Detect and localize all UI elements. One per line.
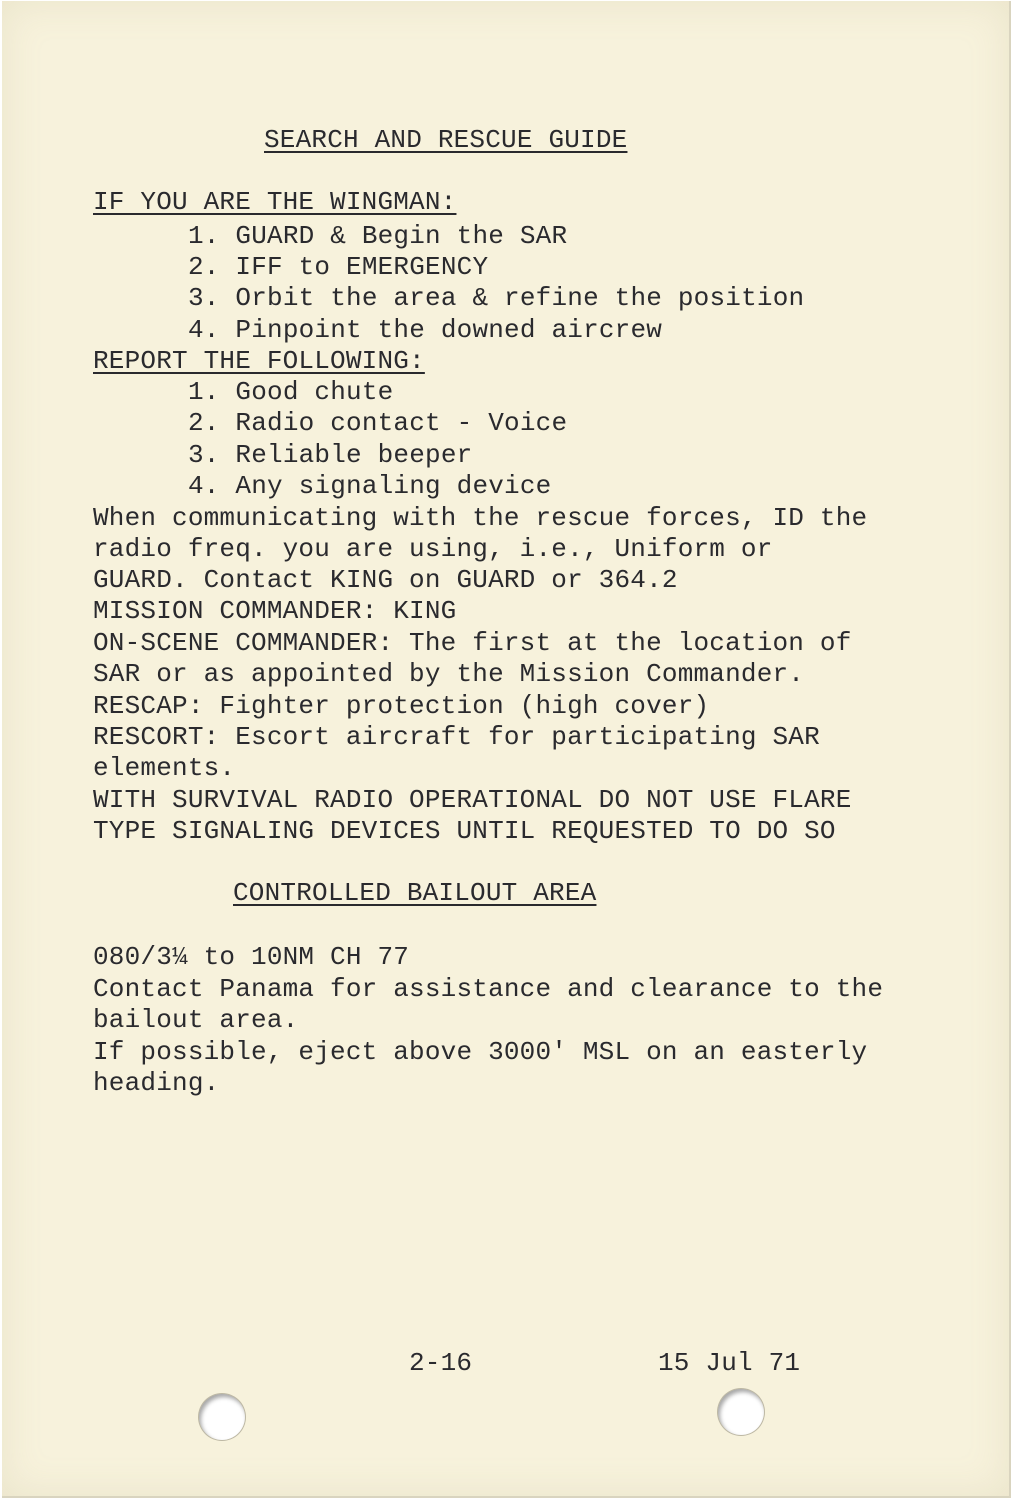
report-item: 2. Radio contact - Voice bbox=[188, 408, 568, 438]
bailout-line: If possible, eject above 3000' MSL on an easterly bbox=[93, 1037, 868, 1067]
binder-hole-left bbox=[199, 1394, 245, 1440]
body-line: RESCAP: Fighter protection (high cover) bbox=[93, 691, 710, 721]
body-line: SAR or as appointed by the Mission Commander. bbox=[93, 659, 805, 689]
report-item: 3. Reliable beeper bbox=[188, 440, 473, 470]
body-line: ON-SCENE COMMANDER: The first at the location of bbox=[93, 628, 852, 658]
body-line: RESCORT: Escort aircraft for participating SAR bbox=[93, 722, 820, 752]
body-line: radio freq. you are using, i.e., Uniform or bbox=[93, 534, 773, 564]
binder-hole-right bbox=[718, 1389, 764, 1435]
page-number: 2-16 bbox=[409, 1348, 473, 1378]
body-line: GUARD. Contact KING on GUARD or 364.2 bbox=[93, 565, 678, 595]
wingman-item: 2. IFF to EMERGENCY bbox=[188, 252, 489, 282]
report-heading: REPORT THE FOLLOWING: bbox=[93, 346, 425, 376]
bailout-line: bailout area. bbox=[93, 1005, 299, 1035]
body-line: When communicating with the rescue forces, ID the bbox=[93, 503, 868, 533]
wingman-item: 4. Pinpoint the downed aircrew bbox=[188, 315, 663, 345]
bailout-heading: CONTROLLED BAILOUT AREA bbox=[233, 878, 597, 908]
wingman-item: 3. Orbit the area & refine the position bbox=[188, 283, 805, 313]
body-line: TYPE SIGNALING DEVICES UNTIL REQUESTED TO DO SO bbox=[93, 816, 836, 846]
report-item: 4. Any signaling device bbox=[188, 471, 552, 501]
body-line: elements. bbox=[93, 753, 236, 783]
body-line: WITH SURVIVAL RADIO OPERATIONAL DO NOT USE FLARE bbox=[93, 785, 852, 815]
page-title: SEARCH AND RESCUE GUIDE bbox=[264, 125, 628, 155]
document-page bbox=[2, 1, 1011, 1498]
report-item: 1. Good chute bbox=[188, 377, 394, 407]
bailout-line: heading. bbox=[93, 1068, 220, 1098]
wingman-item: 1. GUARD & Begin the SAR bbox=[188, 221, 568, 251]
bailout-line: 080/3¼ to 10NM CH 77 bbox=[93, 942, 410, 972]
bailout-line: Contact Panama for assistance and clearance to the bbox=[93, 974, 884, 1004]
page-date: 15 Jul 71 bbox=[658, 1348, 801, 1378]
body-line: MISSION COMMANDER: KING bbox=[93, 596, 457, 626]
wingman-heading: IF YOU ARE THE WINGMAN: bbox=[93, 187, 457, 217]
